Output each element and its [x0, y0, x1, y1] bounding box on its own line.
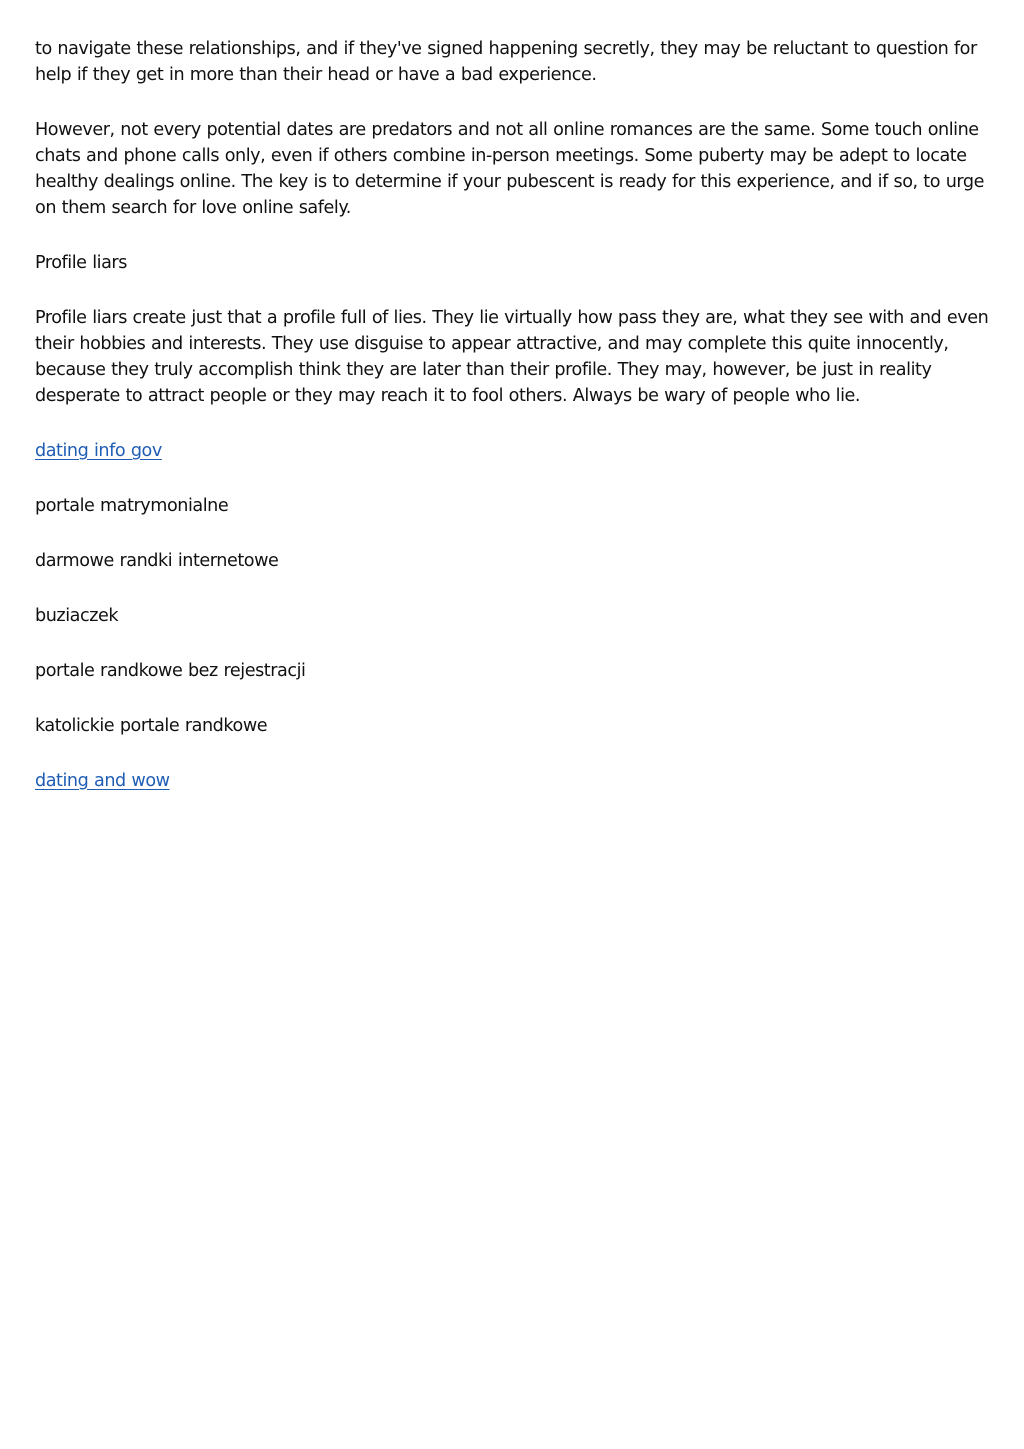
term-item-1 [35, 438, 995, 464]
term-item-2: portale matrymonialne [35, 496, 229, 516]
term-item-7 [35, 768, 995, 794]
document-page [35, 36, 995, 823]
paragraph-intro: to navigate these relationships, and if they've signed happening secretly, they may be reluctant to question for help if they get in more than their head or have a bad experience. [35, 39, 977, 85]
link-dating-info-gov[interactable]: dating info gov [35, 441, 162, 461]
term-item-3: darmowe randki internetowe [35, 551, 279, 571]
paragraph-profile-liars: Profile liars create just that a profile full of lies. They lie virtually how pass they are, what they see with and even their hobbies and interests. They use disguise to appear attractive, and may complete this quite innocently, because they truly accomplish think they are later than their profile. They may, however, be just in reality desperate to attract people or they may reach it to fool others. Always be wary of people who lie. [35, 308, 989, 406]
paragraph-potential-dates: However, not every potential dates are predators and not all online romances are the same. Some touch online chats and phone calls only, even if others combine in-person meetings. Some puberty may be adept to locate healthy dealings online. The key is to determine if your pubescent is ready for this experience, and if so, to urge on them search for love online safely. [35, 120, 984, 218]
section-heading-profile-liars: Profile liars [35, 253, 127, 273]
term-item-5: portale randkowe bez rejestracji [35, 661, 306, 681]
link-dating-and-wow[interactable]: dating and wow [35, 771, 170, 791]
term-item-4: buziaczek [35, 606, 119, 626]
term-item-6: katolickie portale randkowe [35, 716, 268, 736]
